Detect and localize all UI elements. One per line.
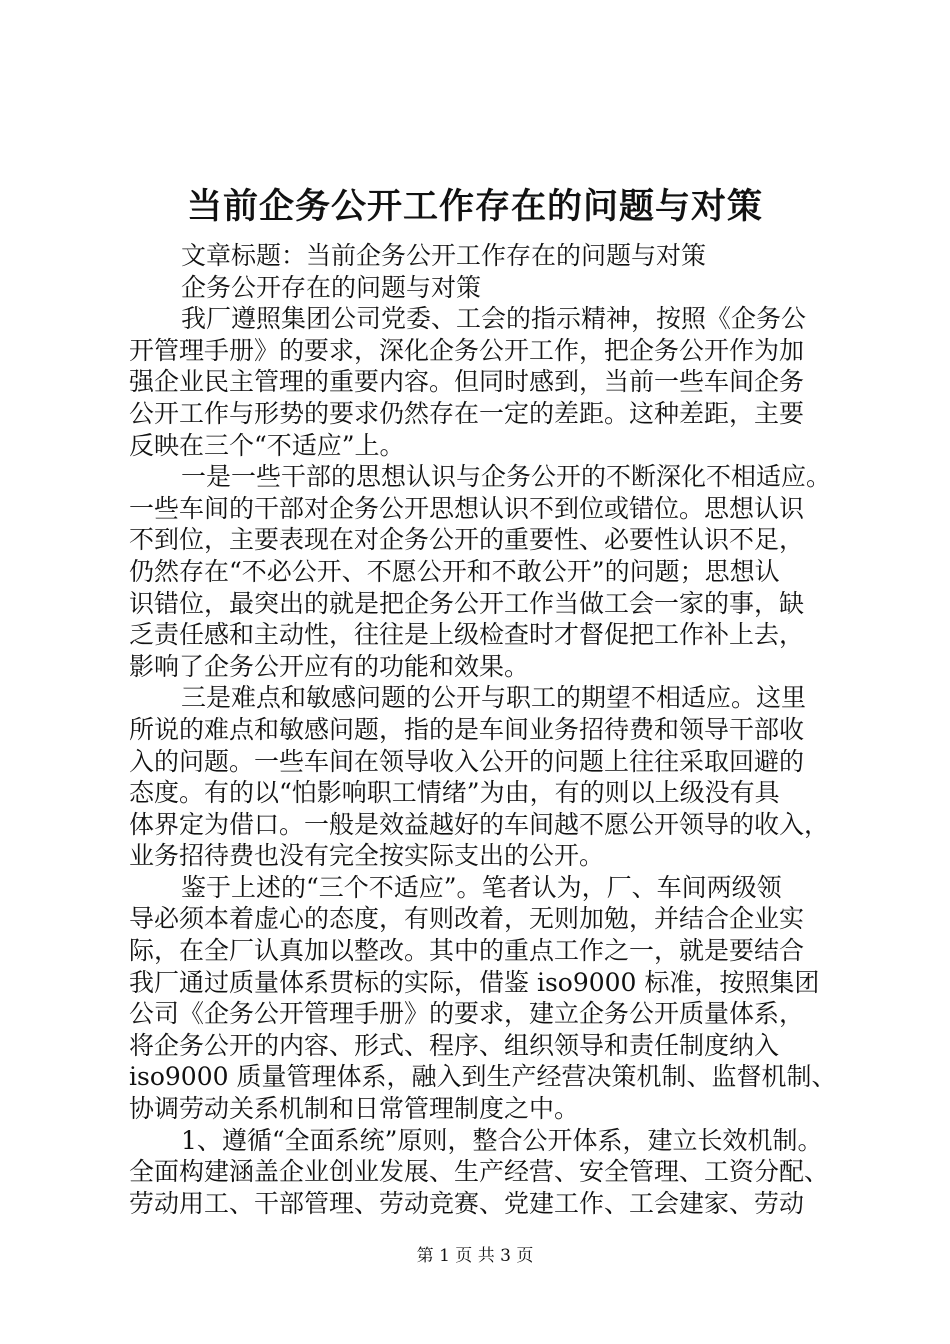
text-line: 强企业民主管理的重要内容。但同时感到，当前一些车间企务 xyxy=(129,367,805,397)
text-line: 全面构建涵盖企业创业发展、生产经营、安全管理、工资分配、 xyxy=(129,1157,830,1187)
text-line: 导必须本着虚心的态度，有则改着，无则加勉，并结合企业实 xyxy=(129,904,805,934)
text-line: 开管理手册》的要求，深化企务公开工作，把企务公开作为加 xyxy=(129,335,805,365)
document-title: 当前企务公开工作存在的问题与对策 xyxy=(186,186,763,227)
text-line: 体界定为借口。一般是效益越好的车间越不愿公开领导的收入， xyxy=(129,809,830,839)
text-line: iso9000 质量管理体系，融入到生产经营决策机制、监督机制、 xyxy=(129,1062,837,1092)
text-line: 影响了企务公开应有的功能和效果。 xyxy=(129,651,530,681)
text-line: 公司《企务公开管理手册》的要求，建立企务公开质量体系， xyxy=(129,999,805,1029)
text-line: 1、遵循“全面系统”原则，整合公开体系，建立长效机制。 xyxy=(181,1125,823,1155)
text-line: 所说的难点和敏感问题，指的是车间业务招待费和领导干部收 xyxy=(129,714,805,744)
text-line: 文章标题：当前企务公开工作存在的问题与对策 xyxy=(181,241,707,270)
text-line: 仍然存在“不必公开、不愿公开和不敢公开”的问题；思想认 xyxy=(129,556,780,586)
text-line: 公开工作与形势的要求仍然存在一定的差距。这种差距，主要 xyxy=(129,398,805,428)
text-line: 一是一些干部的思想认识与企务公开的不断深化不相适应。 xyxy=(181,462,832,492)
text-line: 乏责任感和主动性，往往是上级检查时才督促把工作补上去， xyxy=(129,620,805,650)
text-line: 业务招待费也没有完全按实际支出的公开。 xyxy=(129,841,605,871)
text-line: 不到位，主要表现在对企务公开的重要性、必要性认识不足， xyxy=(129,525,805,555)
text-line: 识错位，最突出的就是把企务公开工作当做工会一家的事，缺 xyxy=(129,588,805,618)
text-line: 协调劳动关系机制和日常管理制度之中。 xyxy=(129,1094,580,1124)
text-line: 企务公开存在的问题与对策 xyxy=(181,272,482,302)
text-line: 我厂通过质量体系贯标的实际，借鉴 iso9000 标准，按照集团 xyxy=(129,967,820,997)
page-footer: 第 1 页 共 3 页 xyxy=(416,1246,534,1266)
text-line: 三是难点和敏感问题的公开与职工的期望不相适应。这里 xyxy=(181,683,807,713)
text-line: 际，在全厂认真加以整改。其中的重点工作之一，就是要结合 xyxy=(129,936,805,966)
text-line: 反映在三个“不适应”上。 xyxy=(129,430,405,460)
text-line: 鉴于上述的“三个不适应”。笔者认为，厂、车间两级领 xyxy=(181,872,782,902)
text-line: 一些车间的干部对企务公开思想认识不到位或错位。思想认识 xyxy=(129,493,805,523)
document-body xyxy=(129,240,837,1219)
text-line: 将企务公开的内容、形式、程序、组织领导和责任制度纳入 xyxy=(129,1030,780,1060)
text-line: 劳动用工、干部管理、劳动竞赛、党建工作、工会建家、劳动 xyxy=(129,1188,805,1218)
text-line: 入的问题。一些车间在领导收入公开的问题上往往采取回避的 xyxy=(129,746,805,776)
text-line: 我厂遵照集团公司党委、工会的指示精神，按照《企务公 xyxy=(181,304,807,334)
text-line: 态度。有的以“怕影响职工情绪”为由，有的则以上级没有具 xyxy=(129,778,780,808)
